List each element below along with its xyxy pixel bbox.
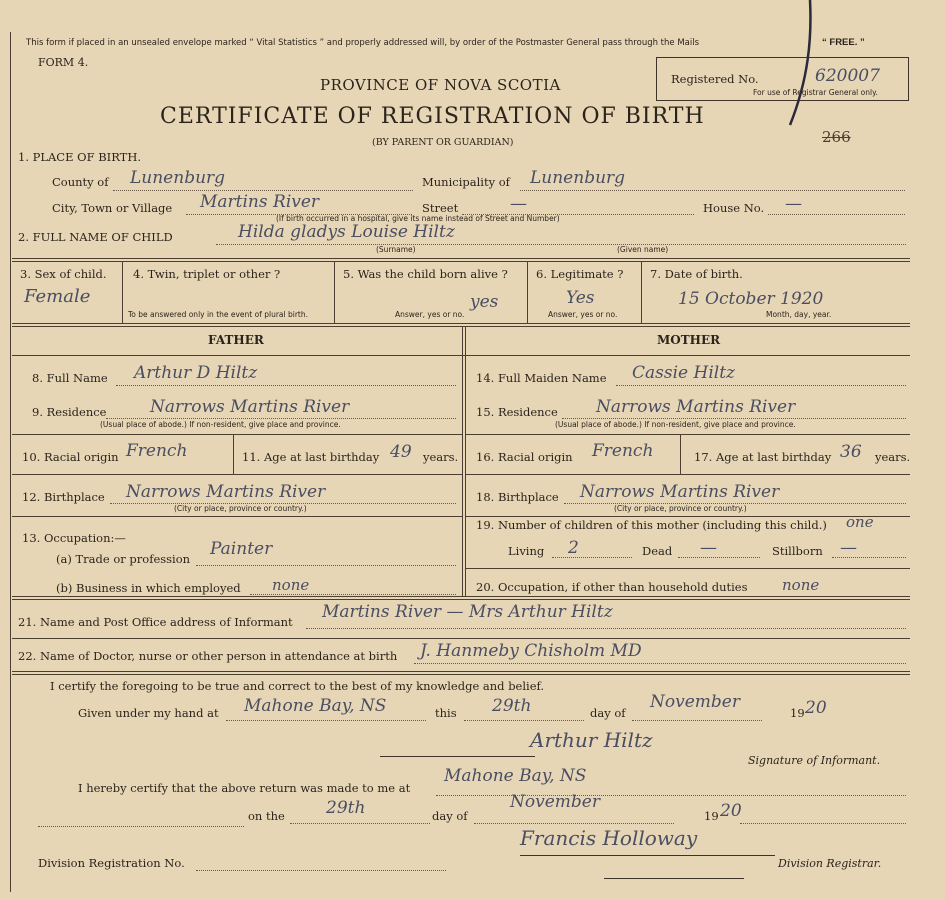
mother-row-line-1 xyxy=(465,434,910,435)
legitimate-note: Answer, yes or no. xyxy=(548,310,618,319)
municipality-value: Lunenburg xyxy=(530,168,626,188)
division-registration-label: Division Registration No. xyxy=(38,856,185,870)
received-place-value: Mahone Bay, NS xyxy=(444,766,587,786)
mother-race-label: 16. Racial origin xyxy=(476,450,573,464)
registrar-use-note: For use of Registrar General only. xyxy=(753,88,878,97)
alive-label: 5. Was the child born alive ? xyxy=(343,267,508,281)
informant-value: Martins River — Mrs Arthur Hiltz xyxy=(322,602,613,622)
received-label: I hereby certify that the above return was made to me at xyxy=(78,781,411,795)
form-number: FORM 4. xyxy=(38,56,89,69)
col-divider-4 xyxy=(334,261,335,323)
doctor-bottom-line xyxy=(12,671,910,672)
mother-residence-note: (Usual place of abode.) If non-resident, give place and province. xyxy=(555,420,796,429)
informant-bottom-line xyxy=(12,638,910,639)
certify-text: I certify the foregoing to be true and correct to the best of my knowledge and belief. xyxy=(50,679,545,693)
mother-row-line-2 xyxy=(465,474,910,475)
legitimate-value: Yes xyxy=(566,288,595,308)
row-divider-parents-top xyxy=(12,323,910,324)
division-registration-line xyxy=(196,870,446,871)
stillborn-label: Stillborn xyxy=(772,544,823,558)
mother-birthplace-label: 18. Birthplace xyxy=(476,490,559,504)
mother-age-unit: years. xyxy=(875,450,911,464)
municipality-label: Municipality of xyxy=(422,175,510,189)
received-year-value: 20 xyxy=(720,801,742,821)
doctor-value: J. Hanmeby Chisholm MD xyxy=(420,641,642,661)
informant-label: 21. Name and Post Office address of Informant xyxy=(18,615,293,629)
father-occupation-label: 13. Occupation:— xyxy=(22,531,126,545)
signature-line xyxy=(380,756,535,757)
dead-line xyxy=(678,557,760,558)
child-name-label: 2. FULL NAME OF CHILD xyxy=(18,230,173,244)
city-value: Martins River xyxy=(200,192,320,212)
doctor-bottom-line-2 xyxy=(12,674,910,675)
child-name-line xyxy=(216,244,906,245)
informant-line xyxy=(306,628,906,629)
given-day-value: 29th xyxy=(492,696,532,716)
father-name-label: 8. Full Name xyxy=(32,371,108,385)
given-day-of-label: day of xyxy=(590,706,626,720)
mother-occupation-value: none xyxy=(782,576,820,594)
row-divider-top xyxy=(12,258,910,259)
mother-race-value: French xyxy=(592,441,654,461)
dob-label: 7. Date of birth. xyxy=(650,267,743,281)
given-year-value: 20 xyxy=(805,698,827,718)
father-race-value: French xyxy=(126,441,188,461)
col-divider-5 xyxy=(527,261,528,323)
received-day-line xyxy=(290,823,430,824)
informant-signature-label: Signature of Informant. xyxy=(748,754,881,767)
house-label: House No. xyxy=(703,201,765,215)
registered-label: Registered No. xyxy=(671,72,759,86)
father-birthplace-label: 12. Birthplace xyxy=(22,490,105,504)
mother-residence-line xyxy=(562,418,906,419)
surname-note: (Surname) xyxy=(376,245,416,254)
given-month-value: November xyxy=(650,692,740,712)
father-business-value: none xyxy=(272,576,310,594)
received-month-line xyxy=(474,823,674,824)
sex-value: Female xyxy=(24,286,91,307)
received-year-prefix: 19 xyxy=(704,809,719,823)
mother-race-divider xyxy=(680,434,681,474)
col-divider-6 xyxy=(641,261,642,323)
ink-stroke xyxy=(770,0,830,130)
parents-bottom-line xyxy=(12,596,910,597)
registrar-flourish-line xyxy=(604,878,744,879)
page-title: CERTIFICATE OF REGISTRATION OF BIRTH xyxy=(160,104,705,129)
father-row-line-3 xyxy=(12,516,462,517)
street-label: Street xyxy=(422,201,459,215)
father-trade-value: Painter xyxy=(210,539,273,559)
city-label: City, Town or Village xyxy=(52,201,173,215)
given-month-line xyxy=(632,720,762,721)
received-day-of-label: day of xyxy=(432,809,468,823)
father-race-divider xyxy=(233,434,234,474)
informant-signature: Arthur Hiltz xyxy=(530,728,653,752)
father-residence-line xyxy=(106,418,456,419)
mother-row-line-3 xyxy=(465,516,910,517)
received-lead-line xyxy=(38,826,244,827)
parents-divider-2 xyxy=(465,326,466,596)
father-trade-line xyxy=(196,565,456,566)
received-day-value: 29th xyxy=(326,798,366,818)
parents-heading-line xyxy=(12,355,910,356)
dob-value: 15 October 1920 xyxy=(678,289,824,309)
given-day-line xyxy=(464,720,584,721)
province-heading: PROVINCE OF NOVA SCOTIA xyxy=(320,76,561,94)
row-divider-parents-top-2 xyxy=(12,326,910,327)
father-birthplace-note: (City or place, province or country.) xyxy=(174,504,307,513)
father-name-value: Arthur D Hiltz xyxy=(134,363,258,383)
mother-heading: MOTHER xyxy=(657,333,721,347)
doctor-line xyxy=(414,663,906,664)
postal-free: “ FREE. ” xyxy=(822,37,865,48)
division-registrar-label: Division Registrar. xyxy=(778,857,882,870)
registrar-signature: Francis Holloway xyxy=(520,826,698,850)
received-tail-line xyxy=(740,823,906,824)
received-place-line xyxy=(436,795,906,796)
municipality-line xyxy=(520,190,905,191)
given-year-prefix: 19 xyxy=(790,706,805,720)
father-age-value: 49 xyxy=(390,442,412,462)
mother-age-label: 17. Age at last birthday xyxy=(694,450,832,464)
father-row-line-1 xyxy=(12,434,462,435)
father-birthplace-value: Narrows Martins River xyxy=(126,482,326,502)
mother-occupation-label: 20. Occupation, if other than household duties xyxy=(476,580,748,594)
postal-notice: This form if placed in an unsealed envelope marked “ Vital Statistics ” and properly addressed will, by order of the Postmaster General pass through the Mails xyxy=(26,38,700,48)
child-name-value: Hilda gladys Louise Hiltz xyxy=(238,222,455,242)
father-heading: FATHER xyxy=(208,333,264,347)
father-age-unit: years. xyxy=(423,450,459,464)
sex-label: 3. Sex of child. xyxy=(20,267,107,281)
place-heading: 1. PLACE OF BIRTH. xyxy=(18,150,142,164)
mother-residence-value: Narrows Martins River xyxy=(596,397,796,417)
father-residence-label: 9. Residence xyxy=(32,405,107,419)
mother-name-line xyxy=(616,385,906,386)
given-place-value: Mahone Bay, NS xyxy=(244,696,387,716)
dob-note: Month, day, year. xyxy=(766,310,832,319)
county-label: County of xyxy=(52,175,109,189)
mother-birthplace-note: (City or place, province or country.) xyxy=(614,504,747,513)
living-line xyxy=(552,557,632,558)
struck-number: 266 xyxy=(822,128,851,146)
alive-note: Answer, yes or no. xyxy=(395,310,465,319)
father-name-line xyxy=(116,385,456,386)
doctor-label: 22. Name of Doctor, nurse or other person in attendance at birth xyxy=(18,649,398,663)
mother-birthplace-value: Narrows Martins River xyxy=(580,482,780,502)
father-residence-note: (Usual place of abode.) If non-resident, give place and province. xyxy=(100,420,341,429)
hospital-note: (If birth occurred in a hospital, give its name instead of Street and Number) xyxy=(276,214,560,223)
mother-children-value: one xyxy=(846,513,874,531)
row-divider-top-2 xyxy=(12,261,910,262)
stillborn-value: — xyxy=(840,538,857,558)
col-divider-3 xyxy=(122,261,123,323)
father-race-label: 10. Racial origin xyxy=(22,450,119,464)
alive-value: yes xyxy=(470,292,499,312)
given-label: Given under my hand at xyxy=(78,706,219,720)
mother-row-line-4 xyxy=(465,568,910,569)
dead-label: Dead xyxy=(642,544,673,558)
living-value: 2 xyxy=(568,538,579,558)
living-label: Living xyxy=(508,544,545,558)
father-age-label: 11. Age at last birthday xyxy=(242,450,380,464)
parents-divider xyxy=(462,326,463,596)
page-subtitle: (BY PARENT OR GUARDIAN) xyxy=(372,137,514,148)
father-business-label: (b) Business in which employed xyxy=(56,581,241,595)
county-line xyxy=(113,190,413,191)
street-value: — xyxy=(510,194,527,214)
dead-value: — xyxy=(700,538,717,558)
legitimate-label: 6. Legitimate ? xyxy=(536,267,624,281)
father-residence-value: Narrows Martins River xyxy=(150,397,350,417)
father-row-line-2 xyxy=(12,474,462,475)
registrar-line xyxy=(520,855,775,856)
received-month-value: November xyxy=(510,792,600,812)
father-business-line xyxy=(250,594,456,595)
mother-children-label: 19. Number of children of this mother (including this child.) xyxy=(476,518,827,532)
mother-age-value: 36 xyxy=(840,442,862,462)
county-value: Lunenburg xyxy=(130,168,226,188)
parents-bottom-line-2 xyxy=(12,599,910,600)
on-the-label: on the xyxy=(248,809,285,823)
twin-note: To be answered only in the event of plural birth. xyxy=(128,310,308,319)
twin-label: 4. Twin, triplet or other ? xyxy=(133,267,281,281)
given-name-note: (Given name) xyxy=(617,245,669,254)
mother-name-value: Cassie Hiltz xyxy=(632,363,735,383)
registered-number: 620007 xyxy=(815,66,880,86)
given-place-line xyxy=(226,720,426,721)
house-value: — xyxy=(785,194,802,214)
mother-residence-label: 15. Residence xyxy=(476,405,558,419)
given-this-label: this xyxy=(435,706,457,720)
father-trade-label: (a) Trade or profession xyxy=(56,552,191,566)
house-line xyxy=(768,214,905,215)
mother-name-label: 14. Full Maiden Name xyxy=(476,371,607,385)
left-border xyxy=(10,32,11,892)
